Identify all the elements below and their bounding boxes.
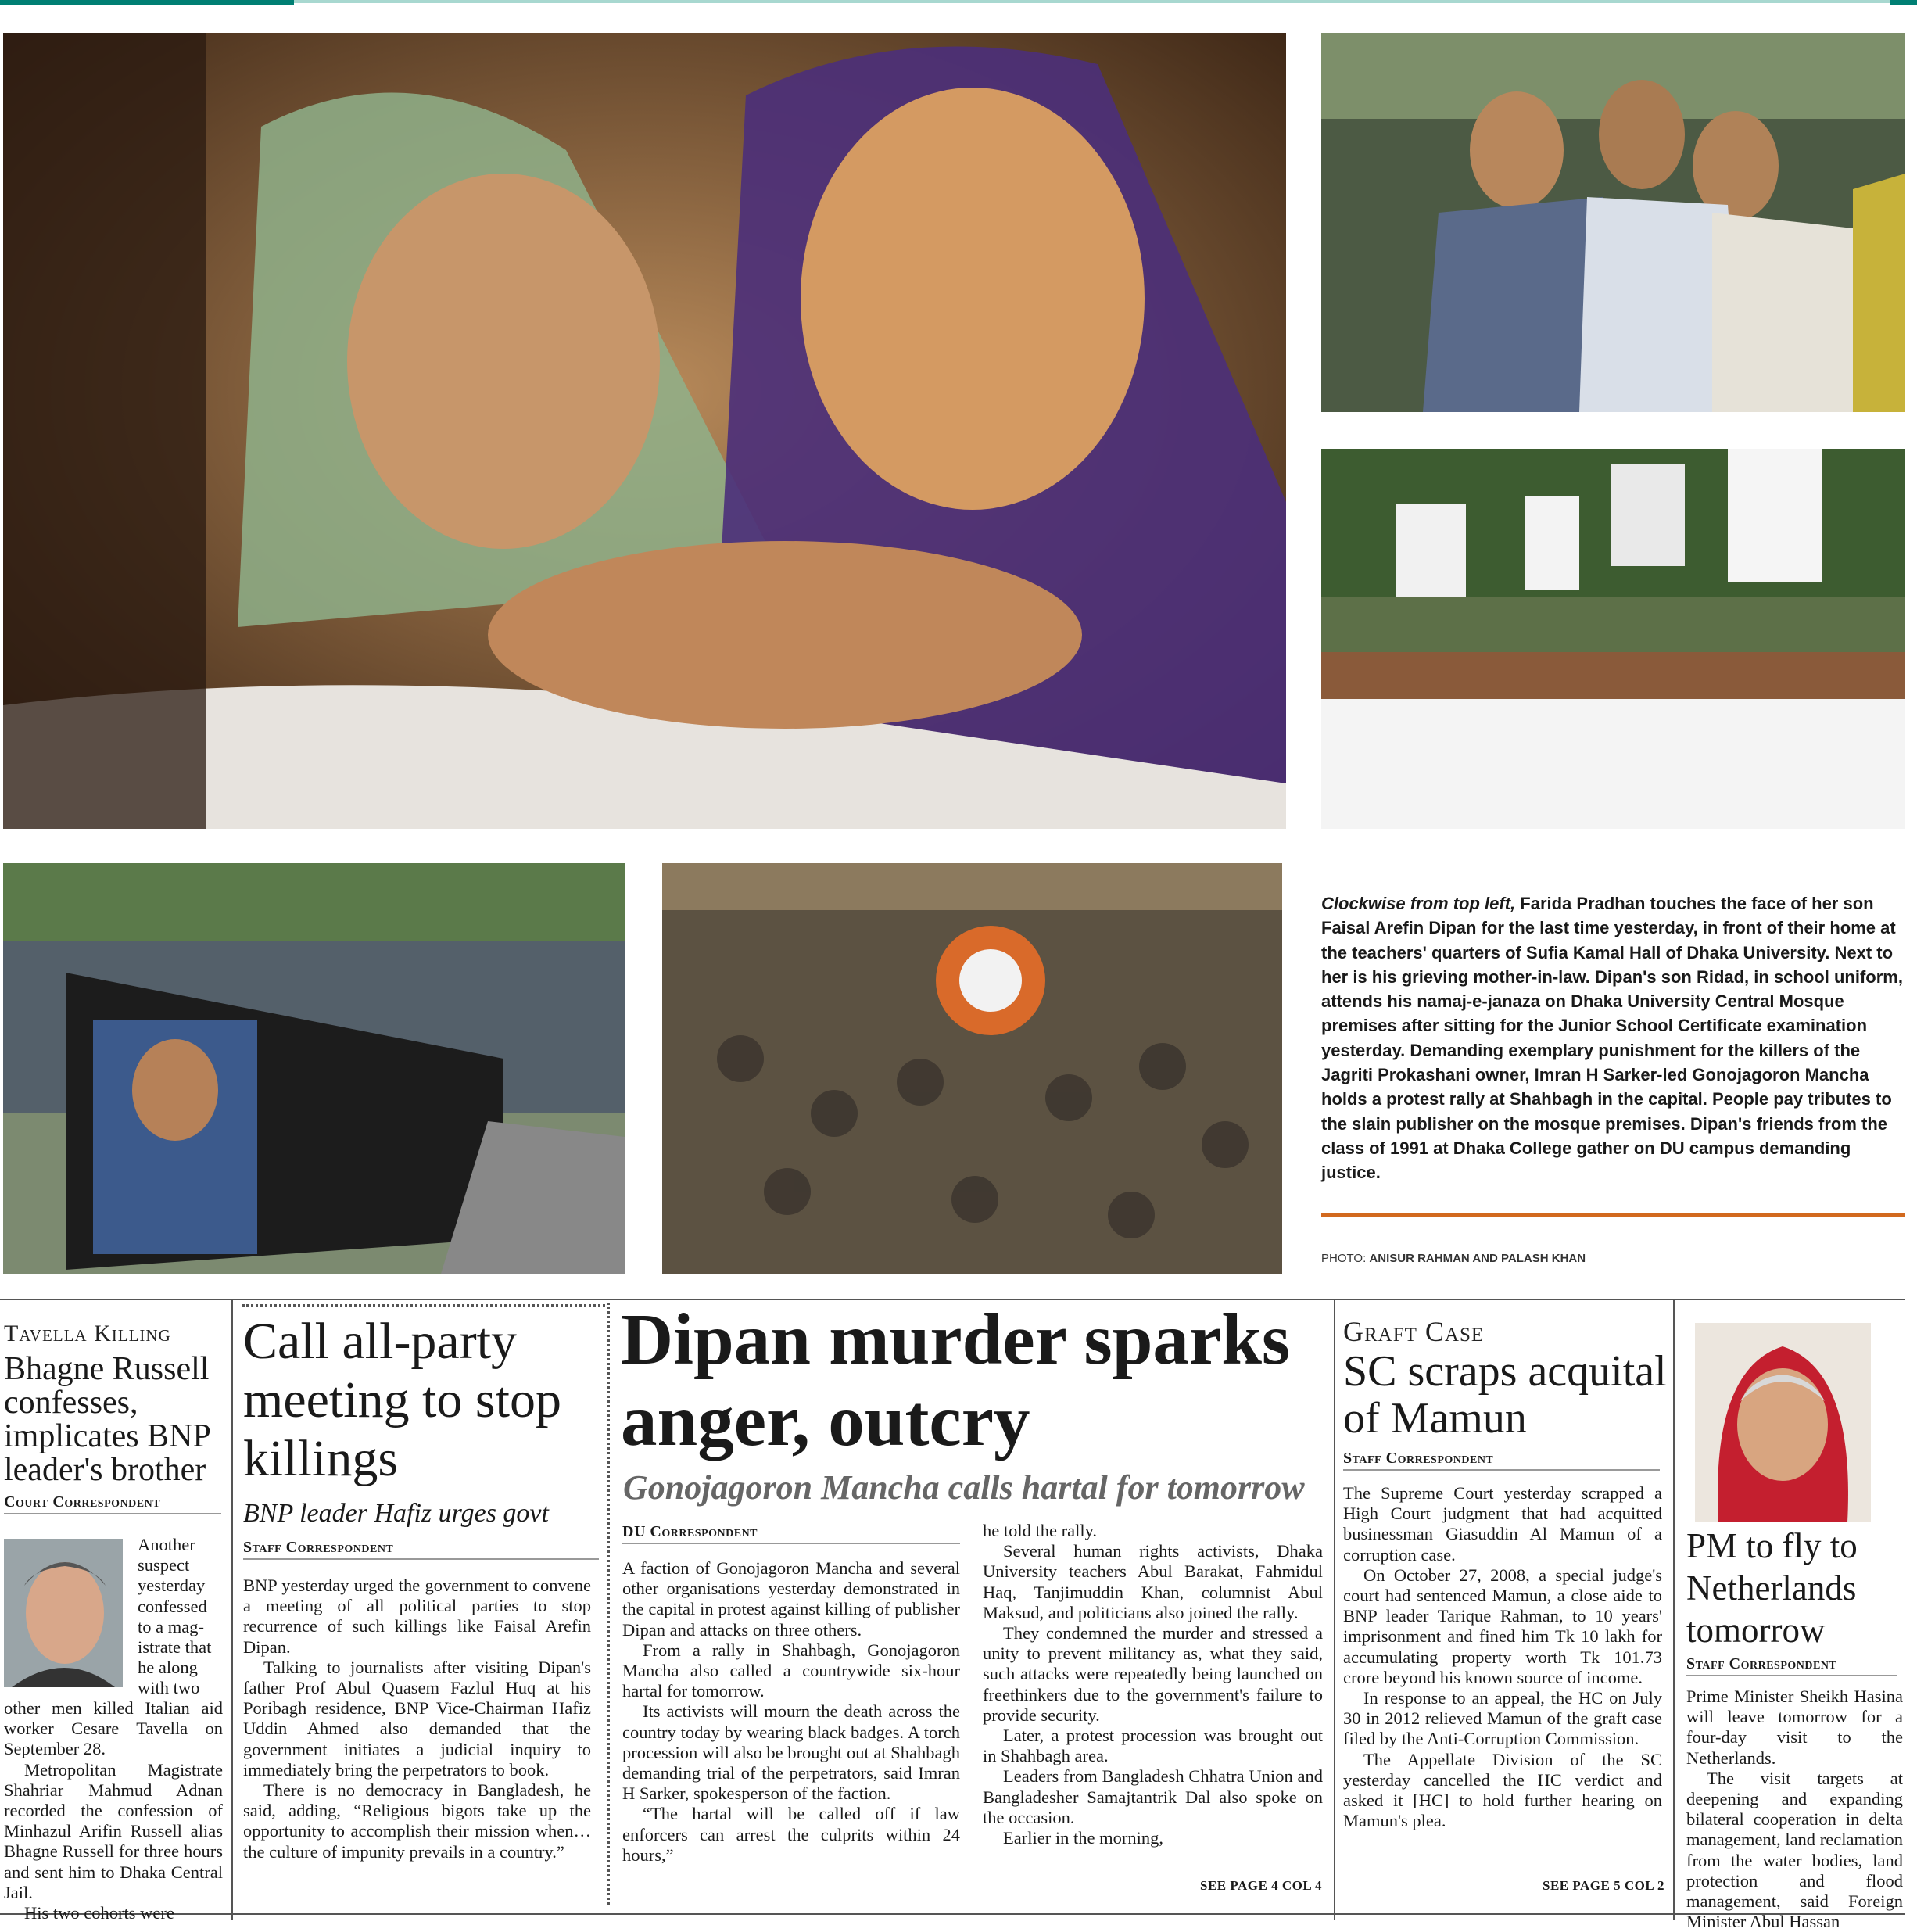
story3-col2-p1: Several human rights activists, Dhaka University teachers Abul Barakat, Fahmidul Haq, Tanjimuddin Khan, columnist Abul Maksud, and politicians also joined the rally. xyxy=(983,1541,1323,1622)
story3-col1-p3: Its activists will mourn the death across the country today by wearing black badges. A torch procession will also be brought out at Shahbagh demanding trial of the perpetrators, said Imran H Sarker, spokesperson of the faction. xyxy=(622,1701,960,1804)
photo-janaza-mourners xyxy=(1321,33,1905,412)
story4-p2: On October 27, 2008, a special judge's court had sentenced Mamun, a close aide to BNP leader Tarique Rahman, to 10 years' imprisonment and fined him Tk 10 lakh for accumulating property worth Tk 101.73 crore beyond his known source of income. xyxy=(1343,1565,1662,1687)
story2-deck: BNP leader Hafiz urges govt xyxy=(243,1499,549,1528)
story3-byline: DU Correspondent xyxy=(622,1523,960,1544)
story4-p4: The Appellate Division of the SC yesterday cancelled the HC verdict and asked it [HC] to hold further hearing on Mamun's plea. xyxy=(1343,1749,1662,1831)
story1-wrap-line: suspect xyxy=(138,1555,190,1575)
story2-p2: Talking to journalists after visiting Dipan's father Prof Abul Quasem Fazlul Huq at his Poribagh residence, BNP Vice-Chairman Hafiz Uddin Ahmed also demanded that the government initiates a judicial inquiry to immediately bring the perpetrators to book. xyxy=(243,1657,591,1780)
top-accent-bar xyxy=(0,0,294,5)
column-divider-1 xyxy=(231,1300,233,1920)
dotted-rule-top xyxy=(242,1304,605,1307)
story1-kicker: Tavella Killing xyxy=(4,1321,171,1346)
story1-wrap-line: yesterday xyxy=(138,1575,206,1596)
story3-jump[interactable]: SEE PAGE 4 COL 4 xyxy=(1200,1878,1322,1893)
story5-headline: PM to fly to Netherlands tomorrow xyxy=(1686,1526,1858,1650)
caption-divider xyxy=(1321,1213,1905,1217)
story3-col2-p4: Leaders from Bangladesh Chhatra Union and Bangladesher Samajtantrik Dal also spoke on the occasion. xyxy=(983,1766,1323,1827)
caption-text: Farida Pradhan touches the face of her son Faisal Arefin Dipan for the last time yesterday, in front of their home at the teachers' quarters of Sufia Kamal Hall of Dhaka University. Next to her is his grieving mother-in-law. Dipan's son Ridad, in school uniform, attends his namaj-e-janaza on Dhaka University Central Mosque premises after sitting for the Junior School Certificate examination yesterday. Demanding exemplary punishment for the killers of the Jagriti Prokashani owner, Imran H Sarker-led Gonojagoron Mancha holds a protest rally at Shahbagh in the capital. People pay tributes to the slain publisher on the mosque premises. Dipan's friends from the class of 1991 at Dhaka College gather on DU campus demanding justice. xyxy=(1321,894,1903,1183)
story4-kicker: Graft Case xyxy=(1343,1316,1485,1347)
story4-jump[interactable]: SEE PAGE 5 COL 2 xyxy=(1543,1878,1664,1893)
story2-byline: Staff Correspondent xyxy=(243,1539,599,1560)
column-divider-2 xyxy=(607,1303,610,1905)
column-divider-3 xyxy=(1334,1300,1335,1920)
section-bottom-rule xyxy=(0,1913,1905,1915)
story1-mugshot xyxy=(4,1539,123,1687)
story4-p1: The Supreme Court yesterday scrapped a High Court judgment that had acquitted businessman Giasuddin Al Mamun of a corruption case. xyxy=(1343,1483,1662,1565)
story3-headline: Dipan murder sparks anger, outcry xyxy=(621,1299,1291,1461)
story3-col2-p3: Later, a protest procession was brought out in Shahbagh area. xyxy=(983,1726,1323,1766)
story3-col2-p0: he told the rally. xyxy=(983,1521,1097,1540)
story1-wrap-line: with two xyxy=(138,1678,200,1698)
story3-col2-p2: They condemned the murder and stressed a unity to prevent militancy as, what they said, such attacks were repeatedly being launched on freethinkers due to the government's failure to provide security. xyxy=(983,1623,1323,1725)
photo-dhaka-college-banner xyxy=(3,863,625,1274)
top-accent-bar-end xyxy=(1890,0,1917,5)
story3-deck: Gonojagoron Mancha calls hartal for tomorrow xyxy=(623,1468,1305,1507)
story2-p3: There is no democracy in Bangladesh, he said, adding, “Religious bigots take up the opportunity to accomplish their mission when…the culture of impunity prevails in a country.” xyxy=(243,1780,591,1862)
pm-portrait xyxy=(1695,1323,1871,1522)
photo-credit-label: PHOTO: xyxy=(1321,1252,1370,1265)
story1-p1: other men killed Italian aid worker Cesare Tavella on September 28. xyxy=(4,1698,223,1759)
story1-wrap-line: he along xyxy=(138,1658,198,1678)
story1-wrap-line: confessed xyxy=(138,1596,207,1616)
photo-mothers-grieving xyxy=(3,33,1286,829)
photo-credit xyxy=(1321,1252,1586,1265)
story5-p1: Prime Minister Sheikh Hasina will leave tomorrow for a four-day visit to the Netherlands. xyxy=(1686,1686,1903,1768)
caption-lead: Clockwise from top left, xyxy=(1321,894,1516,913)
story1-body-wrap xyxy=(138,1535,224,1699)
story1-byline: Court Correspondent xyxy=(4,1493,221,1514)
story3-col2 xyxy=(983,1521,1323,1848)
story3-col1-p2: From a rally in Shahbagh, Gonojagoron Mancha also called a countrywide six-hour hartal for tomorrow. xyxy=(622,1640,960,1701)
story1-wrap-line: Another xyxy=(138,1535,195,1554)
photo-caption xyxy=(1321,891,1905,1185)
story1-p3: His two cohorts were xyxy=(24,1903,174,1923)
story2-headline: Call all-party meeting to stop killings xyxy=(243,1313,561,1487)
story5-body xyxy=(1686,1686,1903,1932)
story3-col1-p4: “The hartal will be called off if law enforcers can arrest the culprits within 24 hours,” xyxy=(622,1804,960,1865)
story4-byline: Staff Correspondent xyxy=(1343,1450,1660,1471)
story4-body xyxy=(1343,1483,1662,1831)
story4-p3: In response to an appeal, the HC on July 30 in 2012 relieved Mamun of the graft case filed by the Anti-Corruption Commission. xyxy=(1343,1688,1662,1749)
story2-p1: BNP yesterday urged the government to convene a meeting of all political parties to stop recurrence of such killings like Faisal Arefin Dipan. xyxy=(243,1575,591,1657)
story3-col1 xyxy=(622,1558,960,1866)
story1-wrap-line: istrate that xyxy=(138,1637,212,1658)
photo-mosque-crowd xyxy=(662,863,1282,1274)
story4-headline: SC scraps acquital of Mamun xyxy=(1343,1347,1667,1443)
story5-byline: Staff Correspondent xyxy=(1686,1655,1897,1676)
photo-credit-names: ANISUR RAHMAN AND PALASH KHAN xyxy=(1369,1252,1586,1265)
column-divider-4 xyxy=(1673,1300,1675,1920)
photo-shahbagh-rally xyxy=(1321,449,1905,829)
story2-body xyxy=(243,1575,591,1862)
story3-col1-p1: A faction of Gonojagoron Mancha and several other organisations yesterday demonstrated in the capital in protest against killing of publisher Dipan and attacks on three others. xyxy=(622,1558,960,1640)
story1-wrap-line: to a mag- xyxy=(138,1616,204,1636)
top-rule xyxy=(294,0,1890,3)
story1-headline: Bhagne Russell confesses, implicates BNP leader's brother xyxy=(4,1351,210,1488)
story1-p2: Metropolitan Magistrate Shahriar Mahmud Adnan recorded the confession of Minhazul Arifin Russell alias Bhagne Russell for three hours and sent him to Dhaka Central Jail. xyxy=(4,1759,223,1902)
story1-body xyxy=(4,1698,223,1923)
story5-p2: The visit targets at deepening and expanding bilateral cooperation in delta management, land reclamation from the water bodies, land protection and flood management, said Foreign Minister Abul Hassan xyxy=(1686,1768,1903,1932)
story3-col2-p5: Earlier in the morning, xyxy=(1003,1828,1163,1848)
